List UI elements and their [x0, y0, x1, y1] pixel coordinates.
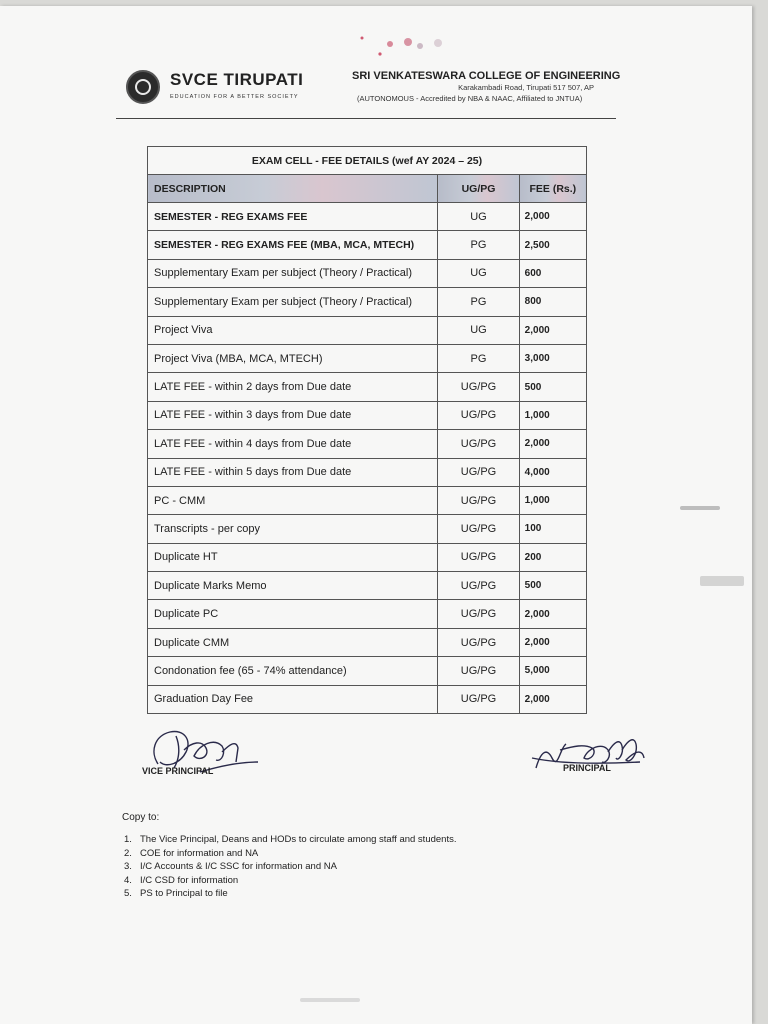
table-row [148, 401, 587, 429]
row-fee: 3,000 [519, 344, 586, 372]
row-description: Supplementary Exam per subject (Theory / Practical) [148, 288, 438, 316]
column-header-level: UG/PG [438, 175, 519, 203]
college-address: Karakambadi Road, Tirupati 517 507, AP [458, 83, 594, 92]
row-level: UG/PG [438, 543, 519, 571]
scan-artifact [680, 506, 720, 510]
row-fee: 2,500 [519, 231, 586, 259]
row-fee: 500 [519, 572, 586, 600]
vice-principal-label: VICE PRINCIPAL [142, 766, 214, 776]
row-level: UG/PG [438, 572, 519, 600]
row-level: UG [438, 316, 519, 344]
row-description: Condonation fee (65 - 74% attendance) [148, 657, 438, 685]
list-item-text: PS to Principal to file [140, 888, 228, 900]
row-fee: 2,000 [519, 600, 586, 628]
copy-to-title: Copy to: [122, 812, 160, 823]
table-row [148, 515, 587, 543]
table-row [148, 288, 587, 316]
row-description: PC - CMM [148, 486, 438, 514]
row-fee: 2,000 [519, 628, 586, 656]
table-row [148, 572, 587, 600]
row-fee: 500 [519, 373, 586, 401]
list-item-text: I/C Accounts & I/C SSC for information and NA [140, 861, 337, 873]
list-item-number: 1. [124, 834, 132, 845]
table-row [148, 543, 587, 571]
row-level: UG/PG [438, 373, 519, 401]
row-fee: 800 [519, 288, 586, 316]
table-row [148, 203, 587, 231]
row-description: Duplicate CMM [148, 628, 438, 656]
table-row [148, 628, 587, 656]
list-item [124, 848, 456, 862]
table-row [148, 373, 587, 401]
table-row [148, 486, 587, 514]
brand-name: SVCE TIRUPATI [170, 70, 304, 89]
row-description: Transcripts - per copy [148, 515, 438, 543]
list-item [124, 834, 456, 848]
list-item-number: 2. [124, 847, 132, 859]
column-header-description: DESCRIPTION [148, 175, 438, 203]
row-fee: 1,000 [519, 486, 586, 514]
college-name: SRI VENKATESWARA COLLEGE OF ENGINEERING [352, 70, 621, 82]
row-description: Supplementary Exam per subject (Theory / Practical) [148, 259, 438, 287]
row-description: Graduation Day Fee [148, 685, 438, 713]
table-row [148, 657, 587, 685]
table-row [148, 231, 587, 259]
row-description: Project Viva (MBA, MCA, MTECH) [148, 344, 438, 372]
row-level: UG/PG [438, 401, 519, 429]
table-title-row [148, 147, 587, 175]
row-level: UG/PG [438, 685, 519, 713]
row-level: UG/PG [438, 600, 519, 628]
row-description: Project Viva [148, 316, 438, 344]
row-level: PG [438, 231, 519, 259]
list-item [124, 861, 456, 875]
row-description: LATE FEE - within 5 days from Due date [148, 458, 438, 486]
row-fee: 2,000 [519, 685, 586, 713]
row-description: LATE FEE - within 4 days from Due date [148, 430, 438, 458]
row-fee: 2,000 [519, 430, 586, 458]
table-row [148, 600, 587, 628]
row-description: Duplicate Marks Memo [148, 572, 438, 600]
row-level: UG/PG [438, 486, 519, 514]
row-level: UG/PG [438, 628, 519, 656]
row-description: LATE FEE - within 2 days from Due date [148, 373, 438, 401]
table-header-row [148, 175, 587, 203]
row-level: UG/PG [438, 458, 519, 486]
list-item-text: COE for information and NA [140, 847, 259, 859]
table-title: EXAM CELL - FEE DETAILS (wef AY 2024 – 25) [148, 147, 587, 175]
column-header-fee: FEE (Rs.) [519, 175, 586, 203]
principal-label: PRINCIPAL [563, 763, 611, 773]
fee-details-table [147, 146, 587, 714]
copy-to-list [124, 834, 456, 902]
row-fee: 5,000 [519, 657, 586, 685]
row-fee: 100 [519, 515, 586, 543]
table-row [148, 685, 587, 713]
row-level: UG/PG [438, 515, 519, 543]
header-divider [116, 118, 616, 119]
row-description: SEMESTER - REG EXAMS FEE (MBA, MCA, MTECH) [148, 231, 438, 259]
table-row [148, 259, 587, 287]
row-description: SEMESTER - REG EXAMS FEE [148, 203, 438, 231]
principal-signature [530, 728, 700, 784]
brand-tagline: EDUCATION FOR A BETTER SOCIETY [170, 94, 299, 100]
row-fee: 1,000 [519, 401, 586, 429]
list-item-number: 3. [124, 861, 132, 873]
row-fee: 4,000 [519, 458, 586, 486]
row-level: UG/PG [438, 657, 519, 685]
row-level: UG [438, 203, 519, 231]
list-item-text: I/C CSD for information [140, 874, 239, 886]
table-row [148, 344, 587, 372]
scan-artifact [700, 576, 744, 586]
college-accreditation: (AUTONOMOUS - Accredited by NBA & NAAC, Affiliated to JNTUA) [357, 94, 583, 103]
ink-stain [350, 34, 460, 62]
row-fee: 200 [519, 543, 586, 571]
college-seal-icon [126, 70, 160, 104]
row-level: PG [438, 288, 519, 316]
row-fee: 600 [519, 259, 586, 287]
row-description: Duplicate PC [148, 600, 438, 628]
document-page [0, 6, 752, 1024]
row-description: LATE FEE - within 3 days from Due date [148, 401, 438, 429]
list-item [124, 875, 456, 889]
list-item-number: 5. [124, 888, 132, 900]
vice-principal-signature [140, 722, 290, 786]
college-logo [126, 68, 306, 108]
scan-artifact [300, 998, 360, 1002]
row-description: Duplicate HT [148, 543, 438, 571]
row-level: UG/PG [438, 430, 519, 458]
list-item-text: The Vice Principal, Deans and HODs to circulate among staff and students. [140, 834, 457, 845]
list-item-number: 4. [124, 874, 132, 886]
row-fee: 2,000 [519, 203, 586, 231]
list-item [124, 888, 456, 902]
row-level: UG [438, 259, 519, 287]
table-row [148, 316, 587, 344]
row-level: PG [438, 344, 519, 372]
table-row [148, 430, 587, 458]
row-fee: 2,000 [519, 316, 586, 344]
table-row [148, 458, 587, 486]
